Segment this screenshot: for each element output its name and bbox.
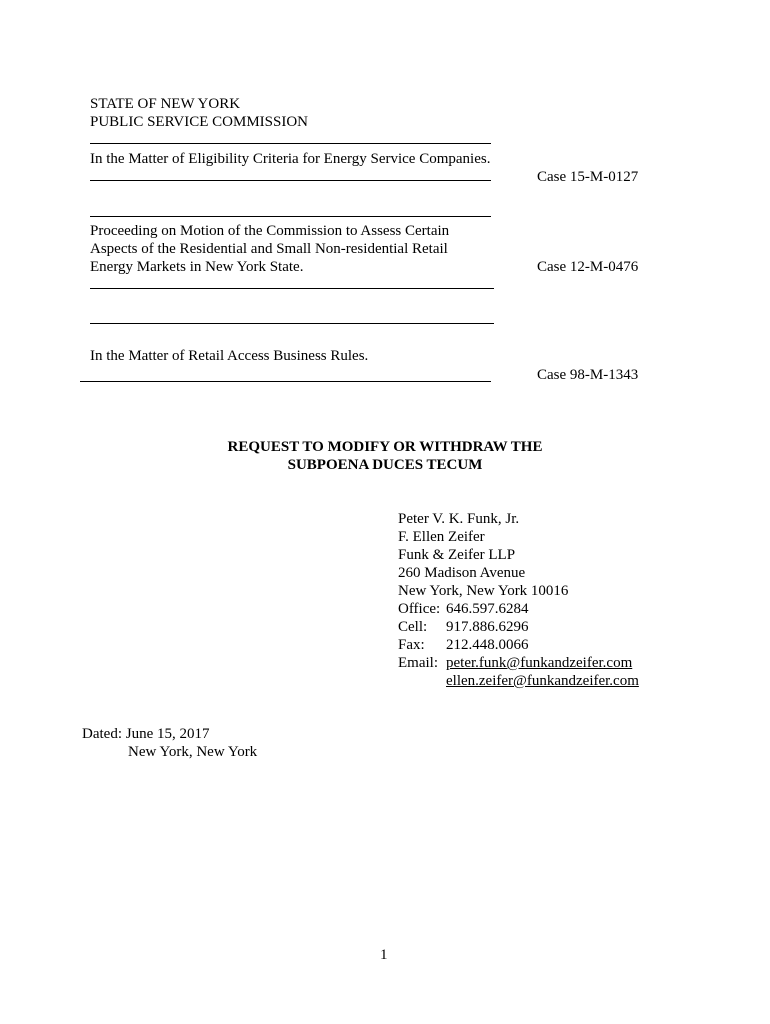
case3-number: Case 98-M-1343 xyxy=(537,367,639,383)
firm-street: 260 Madison Avenue xyxy=(398,565,526,581)
office-label: Office: xyxy=(398,601,441,617)
dated-row xyxy=(82,725,209,743)
email-link-ellen[interactable]: ellen.zeifer@funkandzeifer.com xyxy=(446,673,639,689)
divider xyxy=(90,180,491,181)
fax-number: 212.448.0066 xyxy=(446,637,529,653)
page-number: 1 xyxy=(380,947,388,963)
divider xyxy=(80,381,491,382)
email-link-peter[interactable]: peter.funk@funkandzeifer.com xyxy=(446,655,633,671)
cell-phone-row xyxy=(398,618,529,636)
dated-place: New York, New York xyxy=(128,744,258,760)
dated-date: June 15, 2017 xyxy=(125,726,210,742)
case3-caption: In the Matter of Retail Access Business Rules. xyxy=(90,348,369,364)
divider xyxy=(90,216,491,217)
divider xyxy=(90,323,494,324)
cell-phone: 917.886.6296 xyxy=(446,619,529,635)
dated-label: Dated: xyxy=(82,726,122,742)
email-row xyxy=(398,654,632,672)
email-label: Email: xyxy=(398,655,438,671)
attorney-name-2: F. Ellen Zeifer xyxy=(398,529,485,545)
document-title-line1: REQUEST TO MODIFY OR WITHDRAW THE xyxy=(227,439,543,455)
firm-name: Funk & Zeifer LLP xyxy=(398,547,516,563)
cell-label: Cell: xyxy=(398,619,428,635)
header-state: STATE OF NEW YORK xyxy=(90,96,241,112)
firm-city: New York, New York 10016 xyxy=(398,583,569,599)
email-row-2 xyxy=(446,672,639,690)
case1-caption: In the Matter of Eligibility Criteria for Energy Service Companies. xyxy=(90,151,491,167)
divider xyxy=(90,143,491,144)
fax-label: Fax: xyxy=(398,637,425,653)
attorney-name-1: Peter V. K. Funk, Jr. xyxy=(398,511,520,527)
case2-caption-line3: Energy Markets in New York State. xyxy=(90,259,304,275)
divider xyxy=(90,288,494,289)
office-phone-row xyxy=(398,600,529,618)
office-phone: 646.597.6284 xyxy=(446,601,529,617)
case1-number: Case 15-M-0127 xyxy=(537,169,639,185)
case2-caption-line2: Aspects of the Residential and Small Non-residential Retail xyxy=(90,241,448,257)
document-title-line2: SUBPOENA DUCES TECUM xyxy=(287,457,483,473)
fax-row xyxy=(398,636,529,654)
case2-caption-line1: Proceeding on Motion of the Commission to Assess Certain xyxy=(90,223,450,239)
header-commission: PUBLIC SERVICE COMMISSION xyxy=(90,114,308,130)
case2-number: Case 12-M-0476 xyxy=(537,259,639,275)
